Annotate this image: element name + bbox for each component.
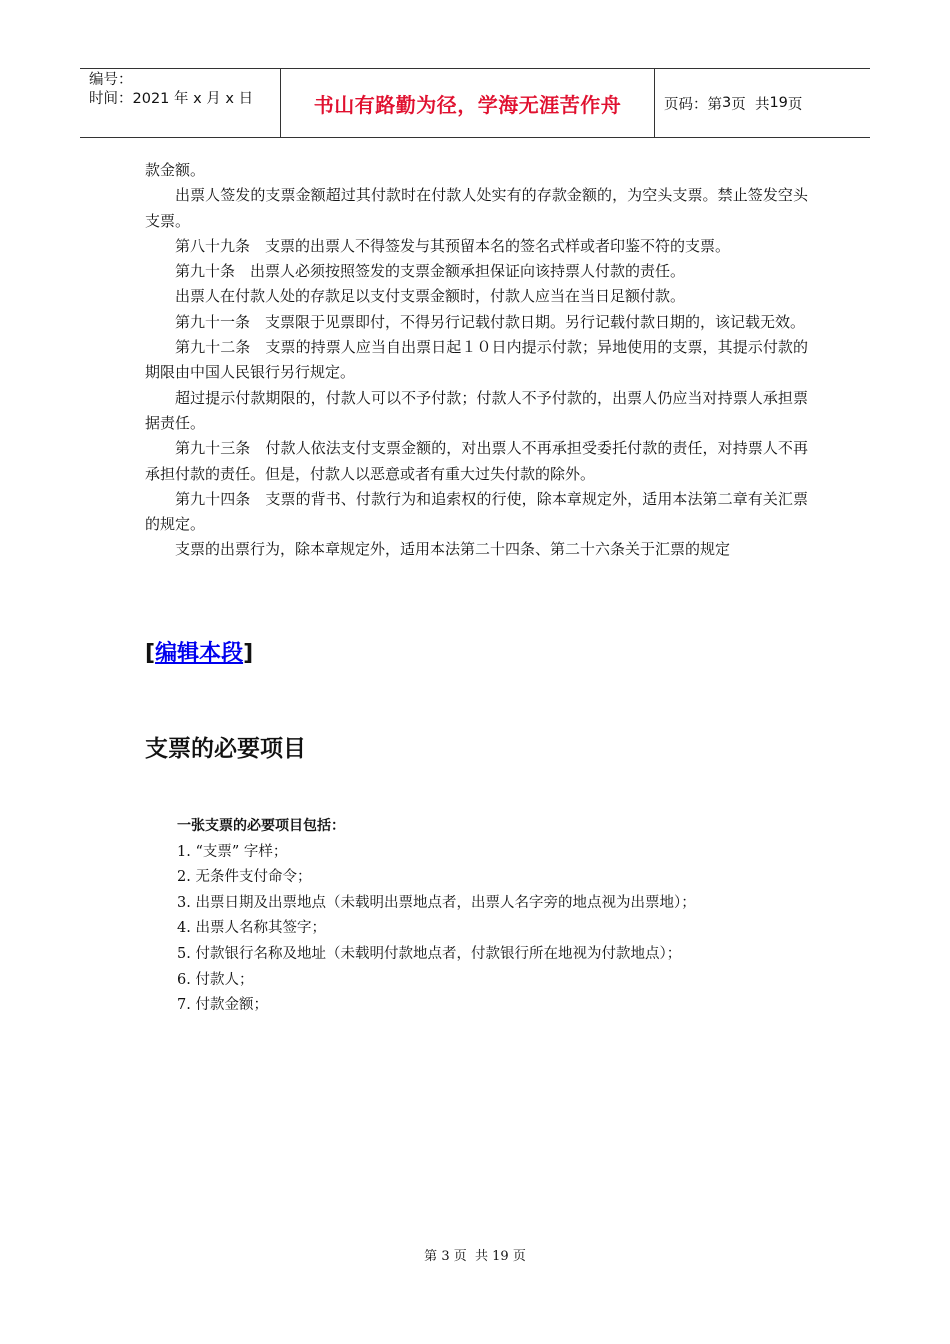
list-item: 5. 付款银行名称及地址（未载明付款地点者，付款银行所在地视为付款地点）； — [177, 945, 682, 962]
motto-text: 书山有路勤为径，学海无涯苦作舟 — [313, 92, 622, 117]
number-label: 编号： — [89, 72, 133, 88]
page-current: 3 — [722, 95, 732, 111]
article-body — [145, 158, 808, 563]
paragraph: 第九十一条 支票限于见票即付，不得另行记载付款日期。另行记载付款日期的，该记载无效。 — [175, 312, 806, 331]
footer-current: 3 — [441, 1249, 450, 1264]
date-line: 时间：2021 年 x 月 x 日 — [89, 91, 254, 107]
paragraph: 款金额。 — [145, 161, 206, 179]
bracket-close: ] — [243, 641, 254, 666]
page-mid: 页 共 — [731, 96, 770, 113]
footer-suffix: 页 — [512, 1249, 526, 1264]
items-list — [177, 840, 696, 1019]
paragraph: 第九十三条 付款人依法支付支票金额的，对出票人不再承担受委托付款的责任，对持票人不再承担付款的责任。但是，付款人以恶意或者有重大过失付款的除外。 — [145, 439, 808, 483]
footer-total: 19 — [492, 1249, 509, 1264]
page-header — [80, 68, 870, 138]
bracket-open: [ — [145, 641, 156, 666]
footer-prefix: 第 — [424, 1249, 438, 1264]
required-items — [177, 814, 696, 1019]
paragraph: 第八十九条 支票的出票人不得签发与其预留本名的签名式样或者印鉴不符的支票。 — [175, 236, 731, 255]
paragraph: 超过提示付款期限的，付款人可以不予付款；付款人不予付款的，出票人仍应当对持票人承担票据责任。 — [145, 388, 808, 432]
paragraph: 第九十二条 支票的持票人应当自出票日起１０日内提示付款；异地使用的支票，其提示付款的期限由中国人民银行另行规定。 — [145, 338, 808, 382]
page-total: 19 — [769, 95, 788, 111]
header-page-cell — [655, 69, 870, 137]
paragraph: 支票的出票行为，除本章规定外，适用本法第二十四条、第二十六条关于汇票的规定 — [175, 540, 731, 559]
header-info-cell — [80, 69, 281, 137]
list-item: 1. “支票” 字样； — [177, 843, 288, 860]
header-motto-cell — [281, 69, 655, 137]
list-item: 7. 付款金额； — [177, 997, 268, 1014]
edit-section-link[interactable]: 编辑本段 — [155, 641, 244, 666]
list-item: 3. 出票日期及出票地点（未载明出票地点者，出票人名字旁的地点视为出票地）； — [177, 894, 696, 911]
edit-section-link-wrapper — [145, 636, 253, 667]
page-prefix: 页码：第 — [664, 96, 722, 113]
paragraph: 第九十四条 支票的背书、付款行为和追索权的行使，除本章规定外，适用本法第二章有关汇票的规定。 — [145, 489, 808, 534]
footer-mid: 页 共 — [453, 1249, 488, 1264]
page-footer — [0, 1245, 950, 1264]
paragraph: 出票人签发的支票金额超过其付款时在付款人处实有的存款金额的，为空头支票。禁止签发空头支票。 — [145, 186, 808, 230]
page-suffix: 页 — [787, 96, 803, 113]
paragraph: 第九十条 出票人必须按照签发的支票金额承担保证向该持票人付款的责任。 — [175, 262, 686, 281]
list-item: 6. 付款人； — [177, 971, 254, 988]
list-item: 4. 出票人名称其签字； — [177, 920, 326, 937]
list-item: 2. 无条件支付命令； — [177, 869, 312, 886]
section-title: 支票的必要项目 — [145, 736, 306, 762]
items-intro: 一张支票的必要项目包括： — [177, 818, 345, 834]
paragraph: 出票人在付款人处的存款足以支付支票金额时，付款人应当在当日足额付款。 — [175, 287, 686, 306]
